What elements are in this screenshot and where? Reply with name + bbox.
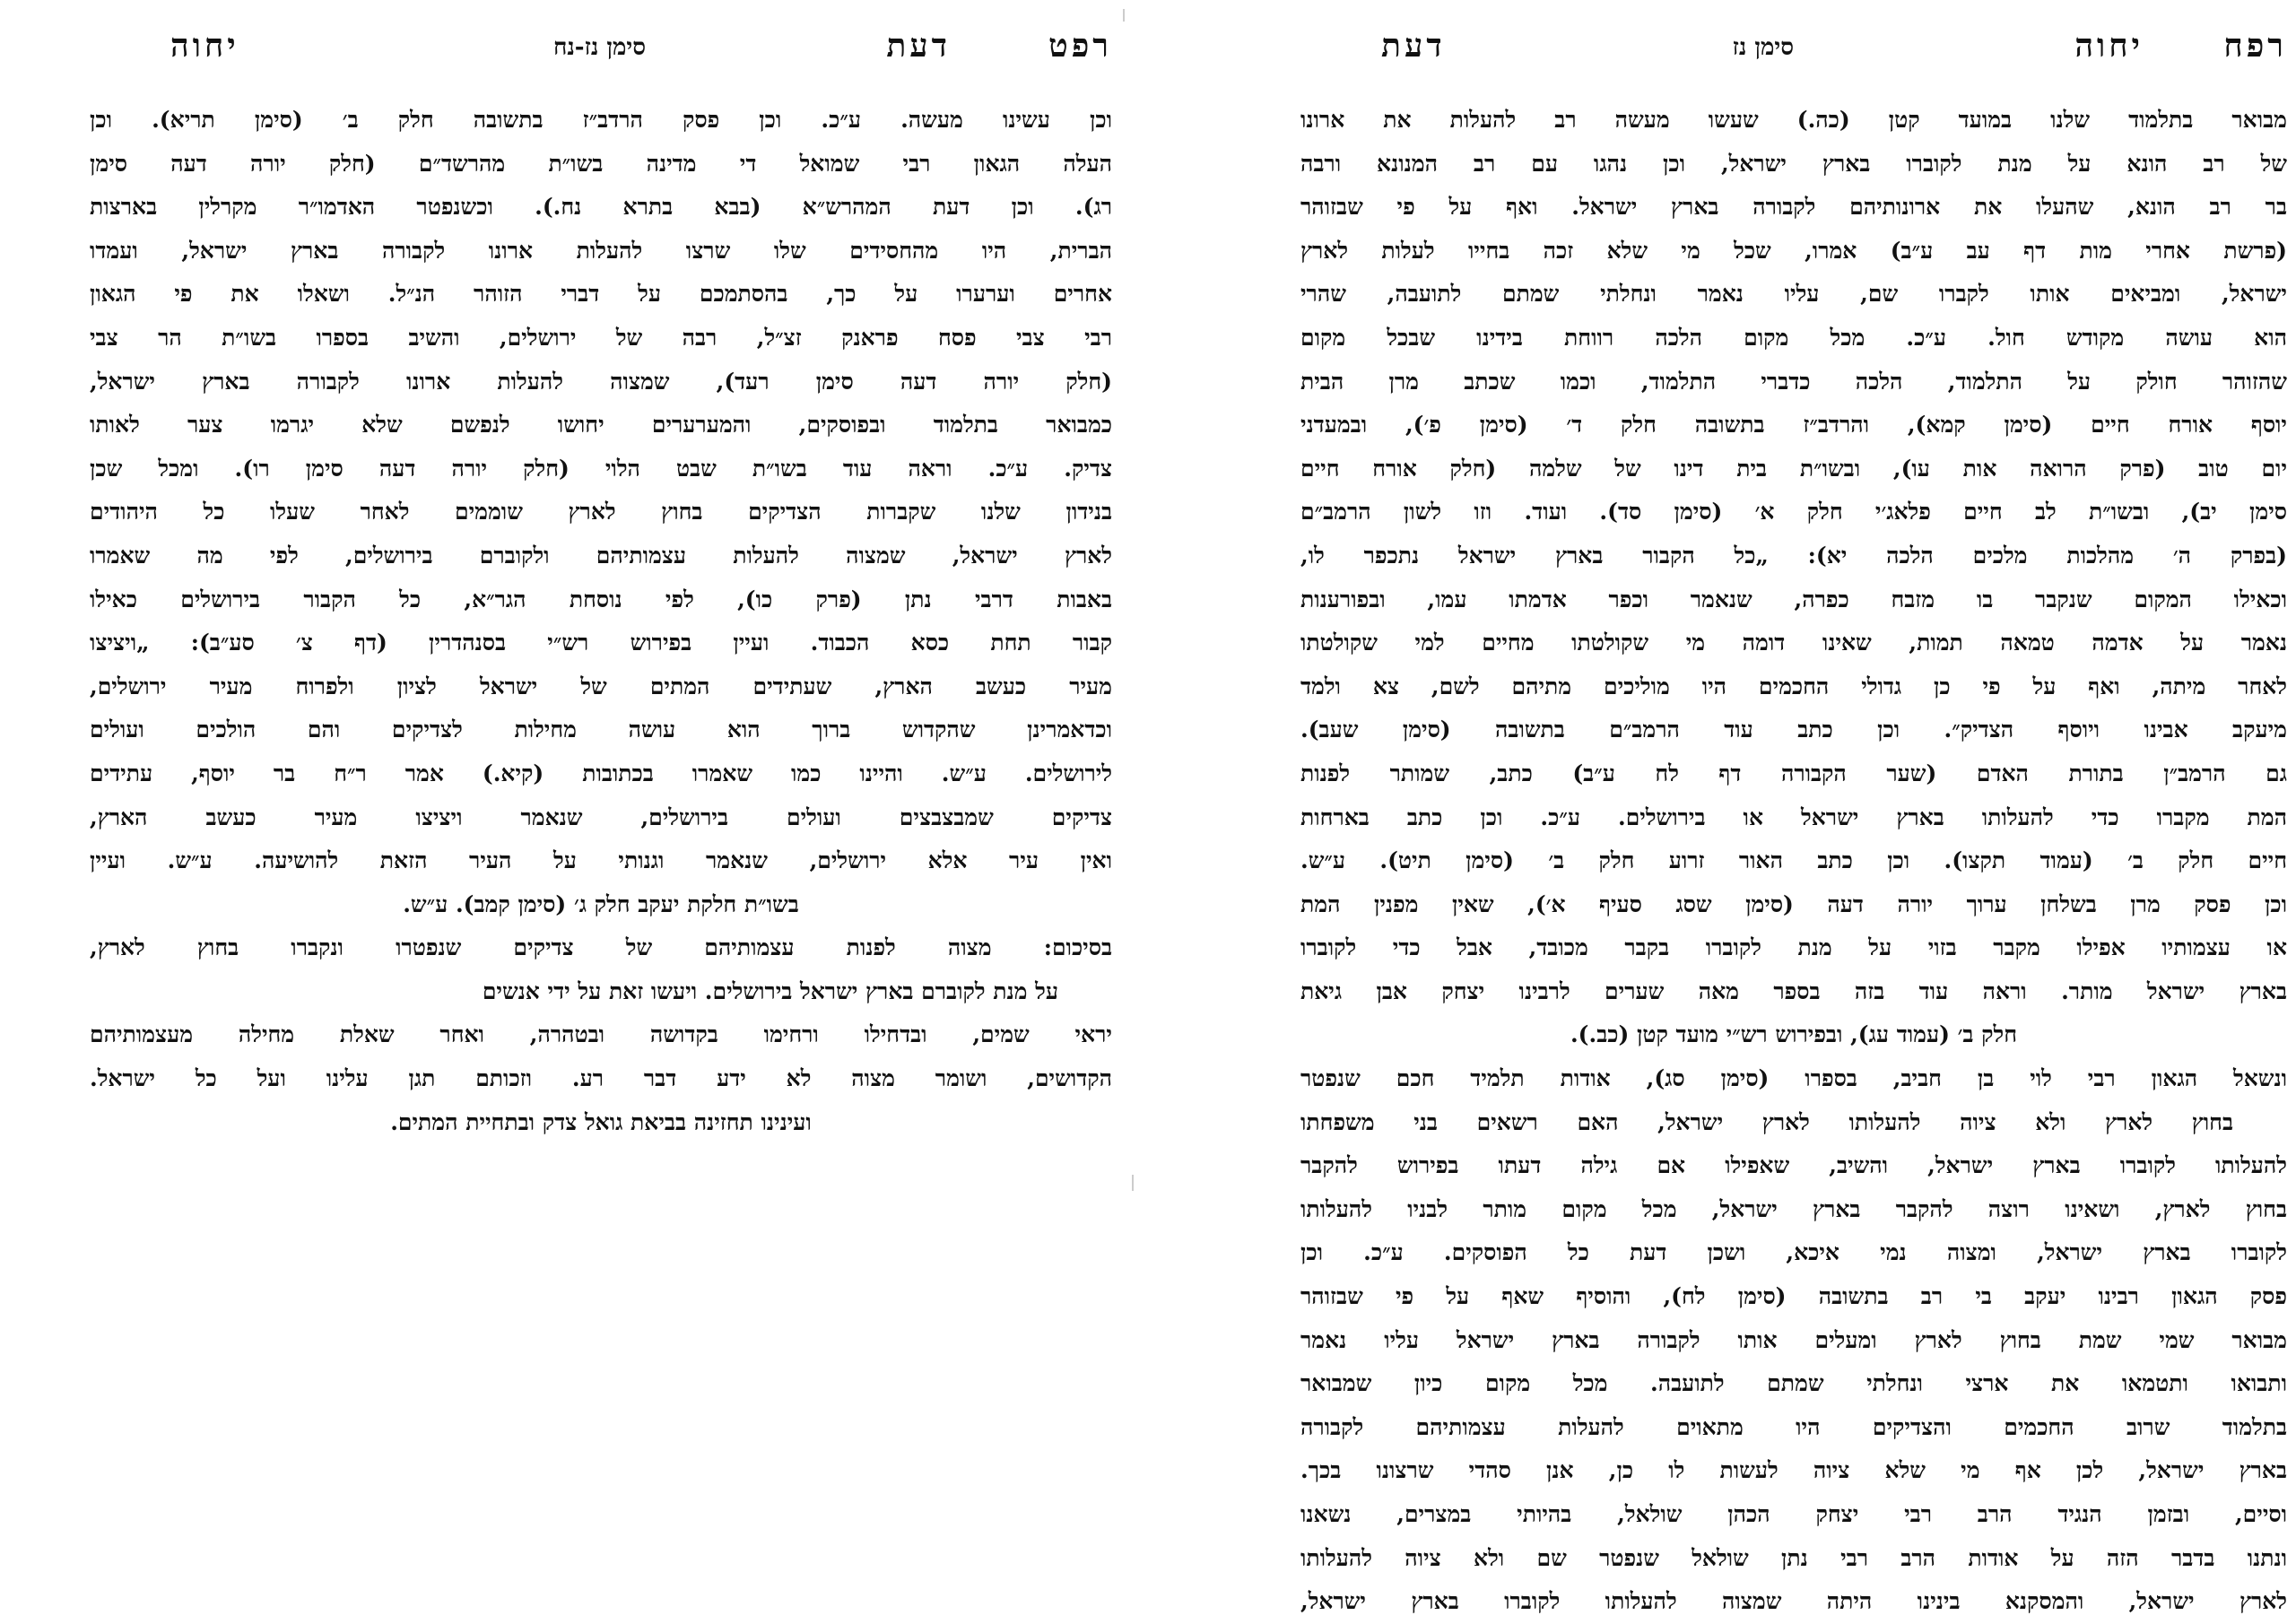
- left-page: [90, 0, 1112, 1601]
- text-line: (פרשת אחרי מות דף עב ע״ב) אמרו, שכל מי שלא זכה בחייו לעלות לארץ: [1300, 237, 2287, 264]
- text-line: כמבואר בתלמוד ובפוסקים, והמערערים יחושו לנפשם שלא יגרמו צער לאותו: [90, 412, 1112, 439]
- left-page-number: רפט: [1048, 27, 1112, 65]
- right-header-title-yechaveh: יחוה: [2074, 27, 2144, 65]
- summary-line: בסיכום: מצוה לפנות עצמותיהם של צדיקים שנפטרו ונקברו בחוץ לארץ,: [90, 934, 1112, 961]
- closing-line: ועינינו תחזינה בביאת גואל צדק ובתחיית המתים.: [390, 1108, 812, 1135]
- text-line: רבי צבי פסח פראנק זצ״ל, רבה של ירושלים, והשיב בספרו בשו״ת הר צבי: [90, 324, 1112, 351]
- text-line: רג). וכן דעת המהרש״א (בבא בתרא נח.). וכשנפטר האדמו״ר מקרלין בארצות: [90, 194, 1112, 221]
- text-line: פסק הגאון רבינו יעקב בי רב בתשובה (סימן לח), והוסיף שאף על פי שבזוהר: [1300, 1283, 2287, 1310]
- text-line: הקדושים, ושומר מצוה לא ידע דבר רע. וזכותם תגן עלינו ועל כל ישראל.: [90, 1065, 1112, 1092]
- text-line: סימן יב), ובשו״ת לב חיים פלאג׳י חלק א׳ (סימן סד). ועוד. וזו לשון הרמב״ם: [1300, 499, 2287, 525]
- text-line: (בפרק ה׳ מהלכות מלכים הלכה יא): „כל הקבור בארץ ישראל נתכפר לו,: [1300, 542, 2287, 569]
- text-line: ונשאל הגאון רבי לוי בן חביב, בספרו (סימן סג), אודות תלמיד חכם שנפטר: [1300, 1065, 2287, 1092]
- right-header-siman: סימן נז: [1732, 34, 1794, 61]
- text-line: וכאילו המקום שנקבר בו מזבח כפרה, שנאמר וכפר אדמתו עמו, ובפורענות: [1300, 586, 2287, 612]
- text-line: לקוברו בארץ ישראל, ומצוה נמי איכא, ושכן דעת כל הפוסקים. ע״כ. וכן: [1300, 1239, 2287, 1266]
- text-line: מעיר כעשב הארץ, שעתידים המתים של ישראל לציון ולפרוח מעיר ירושלים,: [90, 673, 1112, 699]
- text-line: לירושלים. ע״ש. והיינו כמו שאמרו בכתובות (קיא.) אמר ר״ח בר יוסף, עתידים: [90, 760, 1112, 786]
- left-header-title-yechaveh: יחוה: [170, 27, 239, 65]
- text-line: וכדאמרינן שהקדוש ברוך הוא עושה מחילות לצדיקים והם הולכים ועולים: [90, 716, 1112, 743]
- text-line: גם הרמב״ן בתורת האדם (שער הקבורה דף לח ע״ב) כתב, שמותר לפנות: [1300, 760, 2287, 786]
- right-page: [1300, 0, 2287, 1615]
- text-line: ותבואו ותטמאו את ארצי ונחלתי שמתם לתועבה. מכל מקום כיון שמבואר: [1300, 1370, 2287, 1397]
- text-line: מבואר בתלמוד שלנו במועד קטן (כה.) שעשו מעשה רב להעלות את ארונו: [1300, 107, 2287, 133]
- text-line: בארץ ישראל מותר. וראה עוד בזה בספר מאה שערים לרבינו יצחק אבן גיאת: [1300, 977, 2287, 1004]
- text-line: באבות דרבי נתן (פרק כו), לפי נוסחת הגר״א, כל הקבור בירושלים כאילו: [90, 586, 1112, 612]
- text-line: להעלותו לקוברו בארץ ישראל, והשיב, שאפילו אם גילה דעתו בפירוש להקבר: [1300, 1152, 2287, 1179]
- text-line: חלק ב׳ (עמוד עג), ובפירוש רש״י מועד קטן (כב.).: [1570, 1021, 2018, 1048]
- gutter-mark: [1123, 9, 1125, 22]
- text-line: וכן פסק מרן בשלחן ערוך יורה דעה (סימן שסג סעיף א׳), שאין מפנין המת: [1300, 890, 2287, 917]
- text-line: לארץ ישראל, והמסקנא בינינו היתה שמצוה להעלותו לקוברו בארץ ישראל,: [1300, 1588, 2287, 1615]
- text-line: צדיקים שמבצבצים ועולים בירושלים, שנאמר ויציצו מעיר כעשב הארץ,: [90, 803, 1112, 830]
- right-page-header: [1300, 27, 2287, 72]
- gutter-mark: [1132, 1175, 1134, 1191]
- text-line: בתלמוד שרוב החכמים והצדיקים היו מתאוים להעלות עצמותיהם לקבורה: [1300, 1413, 2287, 1440]
- text-line: בנידון שלנו שקברות הצדיקים בחוץ לארץ שוממים לאחר שעלו כל היהודים: [90, 499, 1112, 525]
- text-line: מיעקב אבינו ויוסף הצדיק״. וכן כתב עוד הרמב״ם בתשובה (סימן שעב).: [1300, 716, 2287, 743]
- text-line: בשו״ת חלקת יעקב חלק ג׳ (סימן קמב). ע״ש.: [403, 890, 799, 917]
- text-line: בארץ ישראל, לכן אף מי שלא ציוה לעשות לו כן, אנן סהדי שרצונו בכך.: [1300, 1457, 2287, 1484]
- text-line: בחוץ לארץ ולא ציוה להעלותו לארץ ישראל, האם רשאים בני משפחתו: [1300, 1108, 2233, 1135]
- text-line: המת מקברו כדי להעלותו בארץ ישראל או בירושלים. ע״כ. וכן כתב בארחות: [1300, 803, 2287, 830]
- right-page-number: רפח: [2223, 27, 2287, 65]
- text-line: העלה הגאון רבי שמואל די מדינה בשו״ת מהרשד״ם (חלק יורה דעה סימן: [90, 150, 1112, 177]
- text-line: וסיים, ובזמן הנגיד הרב רבי יצחק הכהן שולאל, בהיותי במצרים, נשאנו: [1300, 1501, 2287, 1527]
- text-line: שהזוהר חולק על התלמוד, הלכה כדברי התלמוד, וכמו שכתב מרן הבית: [1300, 368, 2287, 395]
- text-line: בחוץ לארץ, ושאינו רוצה להקבר בארץ ישראל, מכל מקום מותר לבניו להעלותו: [1300, 1195, 2287, 1222]
- text-line: מבואר שמי שמת בחוץ לארץ ומעלים אותו לקבורה בארץ ישראל עליו נאמר: [1300, 1326, 2287, 1353]
- left-page-header: [90, 27, 1112, 72]
- text-line: הוא עושה מקודש חול. ע״כ. מכל מקום הלכה רווחת בידינו שבכל מקום: [1300, 324, 2287, 351]
- left-page-body: [90, 99, 1112, 1144]
- right-header-title-daat: דעת: [1381, 27, 1446, 65]
- text-line: ונתנו בדבר הזה על אודות הרב רבי נתן שולאל שנפטר שם ולא ציוה להעלותו: [1300, 1544, 2287, 1571]
- text-line: ואין עיר אלא ירושלים, שנאמר וגנותי על העיר הזאת להושיעה. ע״ש. ועיין: [90, 847, 1112, 874]
- text-line: לארץ ישראל, שמצוה להעלות עצמותיהם ולקוברם בירושלים, לפי מה שאמרו: [90, 542, 1112, 569]
- text-line: הברית, היו מהחסידים שלו שרצו להעלות ארונו לקבורה בארץ ישראל, ועמדו: [90, 237, 1112, 264]
- left-header-siman: סימן נז-נח: [552, 34, 646, 61]
- text-line: או עצמותיו אפילו מקבר בזוי על מנת לקוברו בקבר מכובד, אבל כדי לקוברו: [1300, 934, 2287, 961]
- text-line: ישראל, ומביאים אותו לקברו שם, עליו נאמר ונחלתי שמתם לתועבה, שהרי: [1300, 281, 2287, 308]
- text-line: נאמר על אדמה טמאה תמות, שאינו דומה מי שקולטתו מחיים למי שקולטתו: [1300, 630, 2287, 656]
- text-line: וכן עשינו מעשה. ע״כ. וכן פסק הרדב״ז בתשובה חלק ב׳ (סימן תריא). וכן: [90, 107, 1112, 133]
- text-line: יראי שמים, ובדחילו ורחימו בקדושה ובטהרה, ואחר שאלת מחילה מעצמותיהם: [90, 1021, 1112, 1048]
- text-line: לאחר מיתה, ואף על פי כן גדולי החכמים היו מוליכים מתיהם לשם, צא ולמד: [1300, 673, 2287, 699]
- right-page-body: [1300, 99, 2287, 1624]
- left-header-title-daat: דעת: [886, 27, 951, 65]
- text-line: יוסף אורח חיים (סימן קמא), והרדב״ז בתשובה חלק ד׳ (סימן פ׳), ובמעדני: [1300, 412, 2287, 439]
- text-line: (חלק יורה דעה סימן רעד), שמצוה להעלות ארונו לקבורה בארץ ישראל,: [90, 368, 1112, 395]
- text-line: קבור תחת כסא הכבוד. ועיין בפירוש רש״י בסנהדרין (דף צ׳ סע״ב): „ויציצו: [90, 630, 1112, 656]
- text-line: על מנת לקוברם בארץ ישראל בירושלים. ויעשו זאת על ידי אנשים: [482, 977, 1058, 1004]
- text-line: של רב הונא על מנת לקוברו בארץ ישראל, וכן נהגו עם רב המנונא ורבה: [1300, 150, 2287, 177]
- text-line: אחרים וערערו על כך, בהסתמכם על דברי הזוהר הנ״ל. ושאלו את פי הגאון: [90, 281, 1112, 308]
- text-line: חיים חלק ב׳ (עמוד תקצו). וכן כתב האור זרוע חלק ב׳ (סימן תיט). ע״ש.: [1300, 847, 2287, 874]
- text-line: בר רב הונא, שהעלו את ארונותיהם לקבורה בארץ ישראל. ואף על פי שבזוהר: [1300, 194, 2287, 221]
- text-line: יום טוב (פרק הרואה אות עו), ובשו״ת בית דינו של שלמה (חלק אורח חיים: [1300, 455, 2287, 482]
- text-line: צדיק. ע״כ. וראה עוד בשו״ת שבט הלוי (חלק יורה דעה סימן רו). ומכל שכן: [90, 455, 1112, 482]
